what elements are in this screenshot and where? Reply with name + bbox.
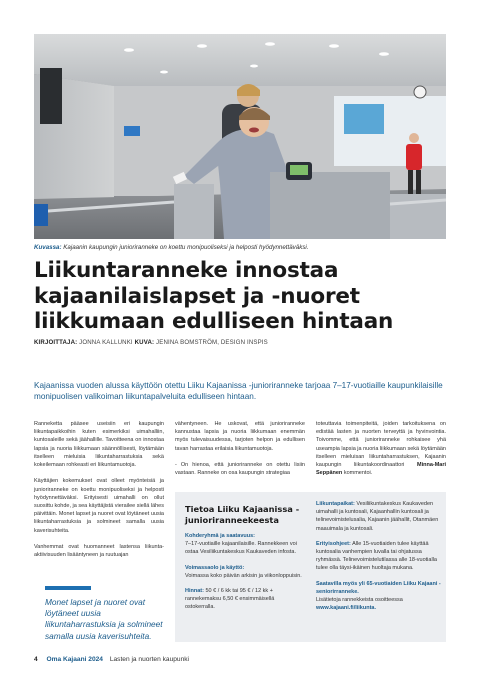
page-number: 4 bbox=[34, 656, 38, 663]
info-section bbox=[316, 540, 442, 573]
headline-line-1: Liikuntaranneke innostaa bbox=[34, 258, 339, 283]
info-text: Vesiliikuntakeskus Kaukaveden uimahalli ja kuntosali, Kajaanhallin kuntosali ja telinevoimistelusalia, Kajaanin jäähallit, Otanmäen maauimala ja kuntosali. bbox=[316, 501, 439, 532]
body-column-2 bbox=[175, 420, 305, 486]
body-column-3 bbox=[316, 420, 446, 486]
paragraph: Ranneketta pääsee useisiin eri kaupungin liikuntapaikkoihin kuten esimerkiksi uimahalliin, kuntosaleille sekä jäähallille. Tavoitteena on innostaa lapsia ja nuoria liikkumaan säännöllisesti, löytämään itselleen mieluisia liikuntaharrastuksia sekä kokeilemaan rohkeasti eri liikuntamuotoja. bbox=[34, 421, 164, 469]
info-heading: Saatavilla myös yli 65-vuotiaiden Liiku Kajaani -seniorirranneke. bbox=[316, 580, 441, 595]
headline-line-2: kajaanilaislapset ja -nuoret bbox=[34, 283, 360, 309]
body-column-1 bbox=[34, 420, 164, 568]
info-heading: Voimassaolo ja käyttö: bbox=[185, 564, 245, 571]
paragraph bbox=[316, 420, 446, 477]
photo-caption bbox=[34, 244, 446, 251]
info-heading: Hinnat: bbox=[185, 588, 204, 595]
info-heading: Liikuntapaikat: bbox=[316, 501, 355, 507]
quote-accent-bar bbox=[45, 586, 91, 590]
paragraph: Käyttäjien kokemukset ovat olleet myönteisiä ja junioriranneke on koettu monipuoliseksi ja helposti hyödynnettäväksi. Erityisesti uimahalli on ollut suosittu kohde, ja sea käyttäjistä vierailee siellä lähes päivittäin. Monet lapset ja nuoret ovat löytäneet uusia liikuntaharrastuksia ja solmineet samalla uusia kaverisuhteita. bbox=[34, 478, 164, 534]
info-box-left-column bbox=[185, 532, 305, 619]
info-section bbox=[185, 587, 305, 612]
writer-name: JONNA KALLUNKI bbox=[79, 339, 133, 346]
paragraph-end: kommentoi. bbox=[343, 470, 373, 477]
info-heading: Erityisohjeet: bbox=[316, 540, 351, 547]
info-heading: Kohderyhmä ja saatavuus: bbox=[185, 533, 255, 539]
paragraph-text: toteuttavia toimenpiteitä, joiden tarkoituksena on edistää lasten ja nuorten terveyttä ja hyvinvointia. Toivomme, että junioriranneke rohkaisee yhä useampia lapsia ja nuoria liikkumaan sekä löytämään itselleen mieluisan liikuntaharrastuksen, Kajaanin kaupungin liikuntakoordinaattori bbox=[316, 421, 446, 469]
article-lead: Kajaanissa vuoden alussa käyttöön otettu Liiku Kajaanissa -junioriranneke tarjoaa 7–17-vuotiaille kaupunkilaisille monipuolisen valikoiman liikuntapalveluita edulliseen hintaan. bbox=[34, 381, 443, 401]
info-section bbox=[316, 580, 442, 613]
info-section bbox=[316, 500, 442, 533]
paragraph: vähentyneen. He uskovat, että junioriranneke kannustaa lapsia ja nuoria liikkumaan enemmän myös tulevaisuudessa, tarjoten helpon ja edullisen tavan harrastaa erilaisia liikuntamuotoja. bbox=[175, 421, 305, 452]
article-headline bbox=[34, 258, 454, 335]
pull-quote: Monet lapset ja nuoret ovat löytäneet uusia liikuntaharrastuksia ja solmineet samalla uusia kaverisuhteita. bbox=[45, 597, 163, 641]
info-text: 7–17-vuotiaille kajaanilaisille. Rannekkeen voi ostaa Vesiliikuntakeskus Kaukaveden infosta. bbox=[185, 541, 297, 556]
byline bbox=[34, 339, 454, 346]
caption-label: Kuvassa: bbox=[34, 244, 62, 251]
info-section bbox=[185, 532, 305, 557]
info-box-title: Tietoa Liiku Kajaanissa -junioriranneekeesta bbox=[185, 504, 300, 525]
photo-illustration bbox=[34, 34, 446, 239]
info-text: Alle 15-vuotiaiden tulee käyttää kuntosalia vanhempien luvalla tai ohjatussa ryhmässä. Telinevoimistelutilassa alle 18-vuotialla tulee olla täysi-ikäinen huoltaja mukana. bbox=[316, 540, 437, 572]
quoted-person: Minna-Mari Seppänen bbox=[316, 462, 447, 477]
page-footer bbox=[34, 656, 446, 663]
paragraph: Vanhemmat ovat huomanneet lastensa liikunta-aktiivisuuden lisääntyneen ja ruutuajan bbox=[34, 544, 164, 559]
writer-label: KIRJOITTAJA: bbox=[34, 339, 78, 346]
photo-label: KUVA: bbox=[134, 339, 155, 346]
paragraph: - On hienoa, että junioriranneke on otettu lisiin vastaan. Ranneke on osa kaupungin strategiaa bbox=[175, 462, 305, 477]
info-section bbox=[185, 564, 305, 580]
info-text: 50 € / 6 kk tai 95 € / 12 kk + rannekemaksu 6,50 € ensimmäisellä ostokerralla. bbox=[185, 588, 275, 611]
info-box-right-column bbox=[316, 500, 442, 619]
photographer-name: JENINA BOMSTRÖM, DESIGN INSPIS bbox=[156, 339, 268, 346]
info-box bbox=[175, 492, 446, 642]
caption-text: Kajaanin kaupungin junioriranneke on koettu monipuoliseksi ja helposti hyödynnettäväksi. bbox=[63, 244, 309, 251]
section-name: Lasten ja nuorten kaupunki bbox=[109, 656, 189, 663]
info-text: Voimassa koko päivän arkisin ja viikonloppuisin. bbox=[185, 572, 302, 579]
info-link[interactable]: www.kajaani.fi/liikunta. bbox=[316, 605, 377, 612]
info-text: Lisätietoja rannekkeista osoitteessa bbox=[316, 597, 403, 604]
article-photo bbox=[34, 34, 446, 239]
magazine-name: Oma Kajaani 2024 bbox=[46, 656, 103, 663]
headline-line-3: liikkumaan edulliseen hintaan bbox=[34, 309, 394, 334]
